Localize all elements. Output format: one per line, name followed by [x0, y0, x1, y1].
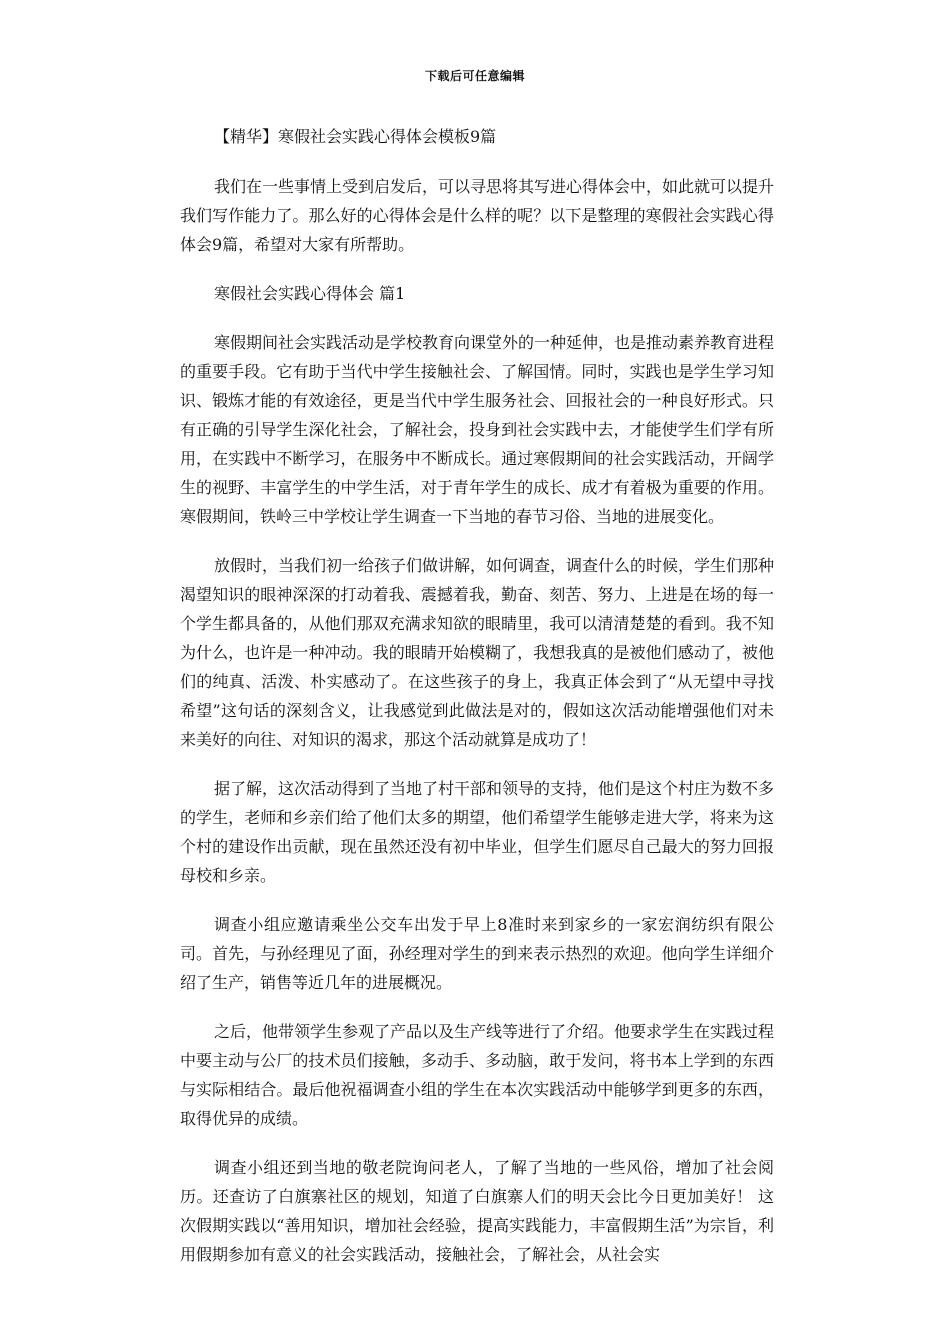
download-note: 下载后可任意编辑 — [424, 69, 525, 83]
body-paragraph: 据了解，这次活动得到了当地了村干部和领导的支持，他们是这个村庄为数不多的学生，老师和乡亲们给了他们太多的期望，他们希望学生能够走进大学，将来为这个村的建设作出贡献，现在虽然还没有初中毕业，但学生们愿尽自己最大的努力回报母校和乡亲。 — [180, 779, 775, 885]
section-heading: 寒假社会实践心得体会 篇1 — [214, 284, 406, 303]
body-paragraph: 寒假期间社会实践活动是学校教育向课堂外的一种延伸，也是推动素养教育进程的重要手段。它有助于当代中学生接触社会、了解国情。同时，实践也是学生学习知识、锻炼才能的有效途径，更是当代中学生服务社会、回报社会的一种良好形式。只有正确的引导学生深化社会，了解社会，投身到社会实践中去，才能使学生们学有所用，在实践中不断学习，在服务中不断成长。通过寒假期间的社会实践活动，开阔学生的视野、丰富学生的中学生活，对于青年学生的成长、成才有着极为重要的作用。寒假期间，铁岭三中学校让学生调查一下当地的春节习俗、当地的进展变化。 — [180, 333, 775, 526]
document-title: 【精华】寒假社会实践心得体会模板9篇 — [214, 127, 497, 146]
document-body — [180, 122, 774, 1289]
body-paragraph: 之后，他带领学生参观了产品以及生产线等进行了介绍。他要求学生在实践过程中要主动与公厂的技术员们接触，多动手、多动脑，敢于发问，将书本上学到的东西与实际相结合。最后他祝福调查小组的学生在本次实践活动中能够学到更多的东西，取得优异的成绩。 — [180, 1022, 775, 1128]
body-paragraph: 调查小组还到当地的敬老院询问老人，了解了当地的一些风俗，增加了社会阅历。还查访了白旗寨社区的规划，知道了白旗寨人们的明天会比今日更加美好！ 这次假期实践以“善用知识，增加社会经验，提高实践能力，丰富假期生活”为宗旨，利用假期参加有意义的社会实践活动，接触社会，了解社会，从社会实 — [180, 1158, 774, 1264]
intro-paragraph: 我们在一些事情上受到启发后，可以寻思将其写进心得体会中，如此就可以提升我们写作能力了。那么好的心得体会是什么样的呢？以下是整理的寒假社会实践心得体会9篇，希望对大家有所帮助。 — [180, 177, 775, 254]
body-paragraph: 调查小组应邀请乘坐公交车出发于早上8准时来到家乡的一家宏润纺织有限公司。首先，与孙经理见了面，孙经理对学生的到来表示热烈的欢迎。他向学生详细介绍了生产，销售等近几年的进展概况。 — [180, 915, 774, 992]
body-paragraph: 放假时，当我们初一给孩子们做讲解，如何调查，调查什么的时候，学生们那种渴望知识的眼神深深的打动着我、震撼着我，勤奋、刻苦、努力、上进是在场的每一个学生都具备的，从他们那双充满求知欲的眼睛里，我可以清清楚楚的看到。我不知为什么，也许是一种冲动。我的眼睛开始模糊了，我想我真的是被他们感动了，被他们的纯真、活泼、朴实感动了。在这些孩子的身上，我真正体会到了“从无望中寻找希望”这句话的深刻含义，让我感觉到此做法是对的，假如这次活动能增强他们对未来美好的向往、对知识的渴求，那这个活动就算是成功了！ — [180, 556, 775, 749]
